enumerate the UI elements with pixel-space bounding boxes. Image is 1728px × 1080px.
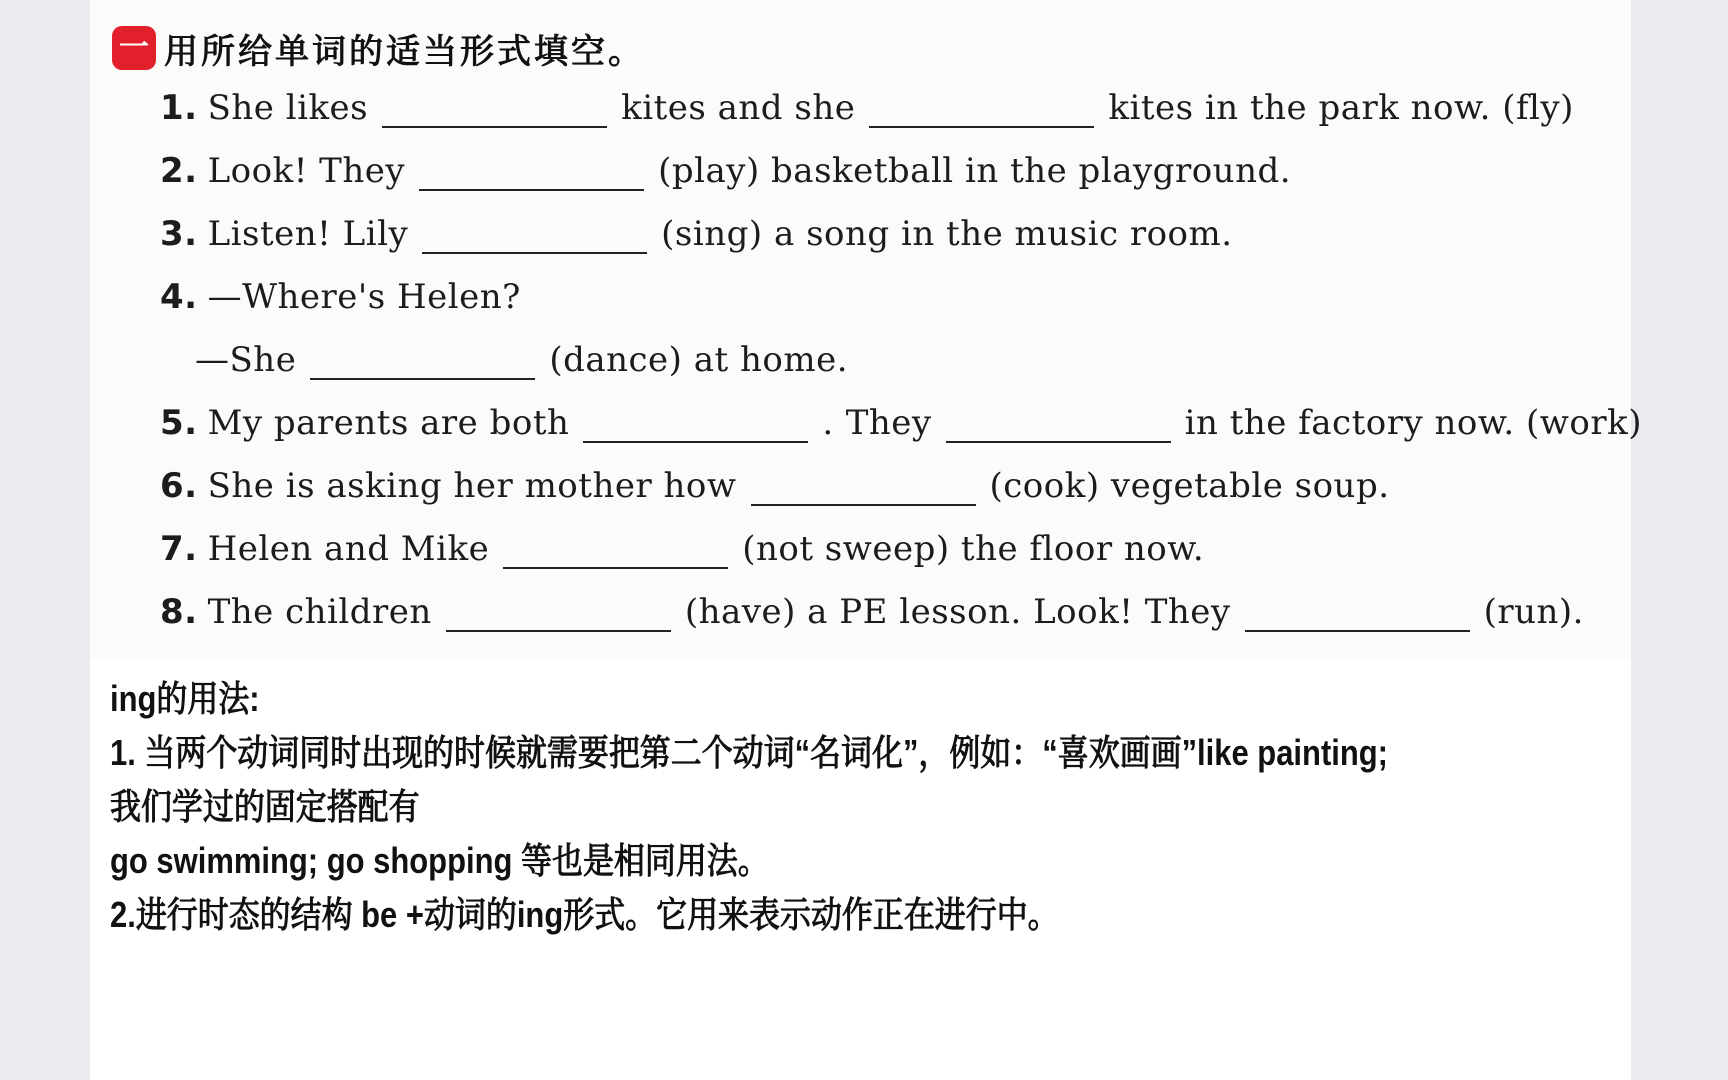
question-text: They — [845, 403, 932, 443]
question-text: —She — [195, 340, 297, 380]
question-text: She likes — [207, 88, 369, 128]
answer-blank[interactable] — [422, 216, 647, 254]
answer-blank[interactable] — [946, 405, 1171, 443]
grammar-notes — [110, 672, 1426, 942]
question-text: in the factory now. (work) — [1184, 403, 1642, 443]
question-text: (run). — [1483, 592, 1584, 632]
answer-blank[interactable] — [1245, 594, 1470, 632]
answer-blank[interactable] — [419, 153, 644, 191]
question-number: 5. — [160, 403, 198, 443]
question-8 — [160, 582, 1584, 632]
question-text: She is asking her mother how — [207, 466, 737, 506]
question-number: 3. — [160, 214, 198, 254]
question-6 — [160, 456, 1390, 506]
section-number-badge: 一 — [112, 26, 156, 70]
question-text: kites in the park now. (fly) — [1108, 88, 1574, 128]
question-number: 2. — [160, 151, 198, 191]
instruction-text: 用所给单词的适当形式填空。 — [164, 31, 645, 72]
question-1 — [160, 78, 1574, 128]
exercise-heading — [112, 22, 645, 74]
question-text: (dance) at home. — [549, 340, 849, 380]
question-4-answer-line — [195, 330, 848, 380]
answer-blank[interactable] — [382, 90, 607, 128]
question-text: (cook) vegetable soup. — [989, 466, 1390, 506]
question-text: Look! They — [207, 151, 406, 191]
notes-title: ing的用法: — [110, 678, 260, 719]
notes-line-1: 1. 当两个动词同时出现的时候就需要把第二个动词“名词化”，例如：“喜欢画画”like painting; 我们学过的固定搭配有 — [110, 732, 1389, 827]
question-number: 6. — [160, 466, 198, 506]
question-number: 7. — [160, 529, 198, 569]
question-2 — [160, 141, 1291, 191]
question-text: (play) basketball in the playground. — [658, 151, 1292, 191]
question-7 — [160, 519, 1204, 569]
question-text: . — [822, 403, 834, 443]
question-5 — [160, 393, 1642, 443]
question-text: kites and she — [621, 88, 856, 128]
question-text: —Where's Helen? — [207, 277, 521, 317]
question-number: 1. — [160, 88, 198, 128]
question-text: (not sweep) the floor now. — [742, 529, 1205, 569]
answer-blank[interactable] — [583, 405, 808, 443]
answer-blank[interactable] — [869, 90, 1094, 128]
question-text: (sing) a song in the music room. — [661, 214, 1233, 254]
question-text: Listen! Lily — [207, 214, 409, 254]
question-4 — [160, 267, 521, 317]
answer-blank[interactable] — [503, 531, 728, 569]
question-text: Helen and Mike — [207, 529, 490, 569]
question-number: 4. — [160, 277, 198, 317]
question-3 — [160, 204, 1233, 254]
answer-blank[interactable] — [446, 594, 671, 632]
notes-line-2: go swimming; go shopping 等也是相同用法。 — [110, 840, 769, 881]
answer-blank[interactable] — [310, 342, 535, 380]
question-text: The children — [207, 592, 432, 632]
question-text: (have) a PE lesson. Look! They — [684, 592, 1231, 632]
answer-blank[interactable] — [751, 468, 976, 506]
notes-line-3: 2.进行时态的结构 be +动词的ing形式。它用来表示动作正在进行中。 — [110, 894, 1059, 935]
question-text: My parents are both — [207, 403, 570, 443]
question-number: 8. — [160, 592, 198, 632]
